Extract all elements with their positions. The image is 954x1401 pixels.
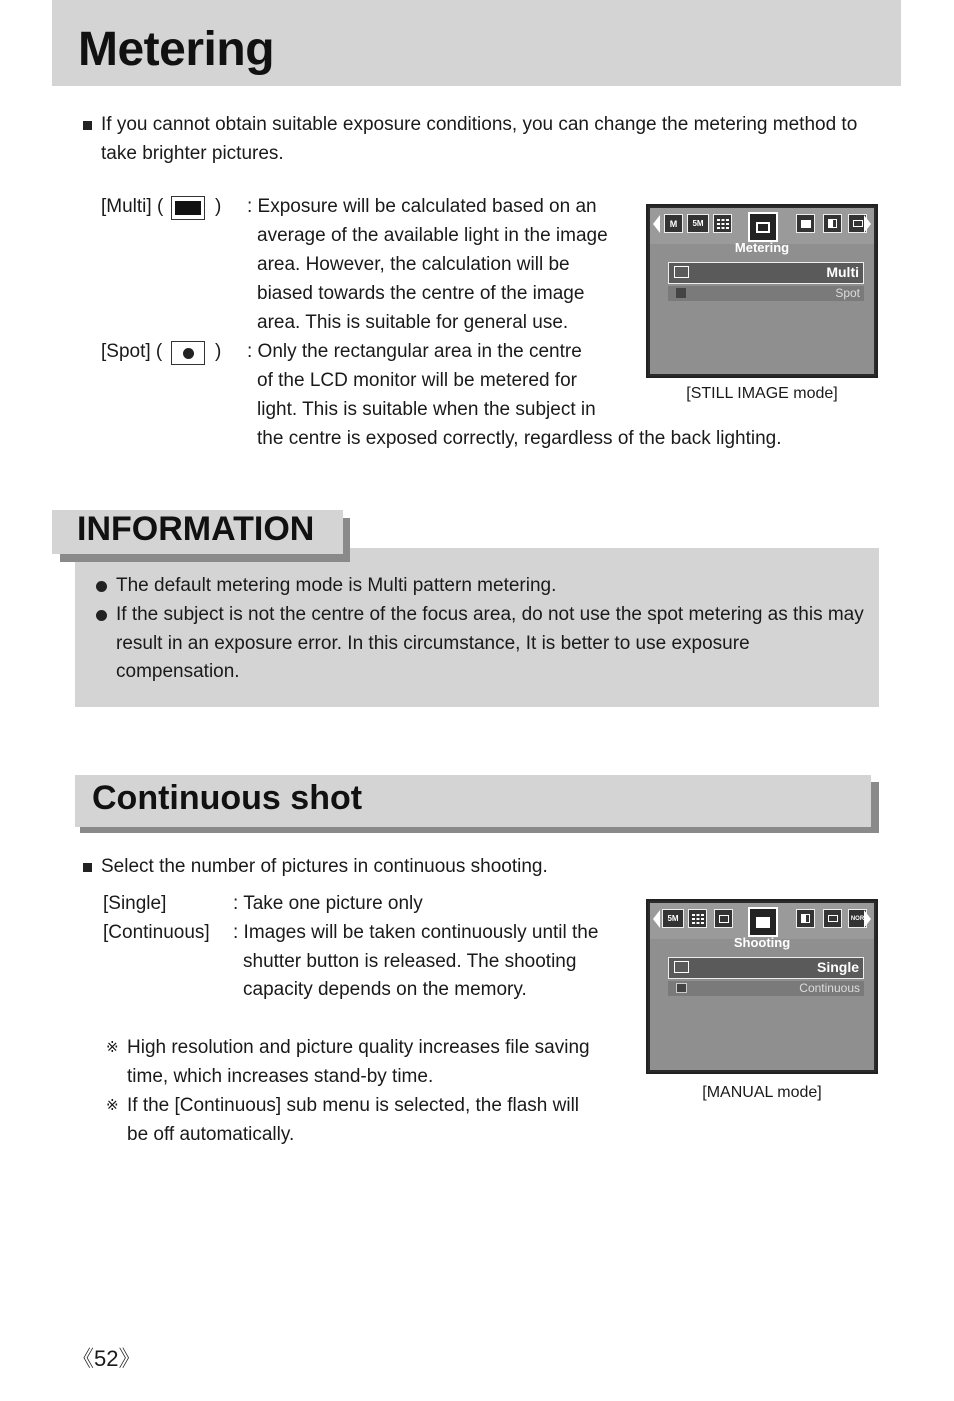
continuous-desc-2: shutter button is released. The shooting bbox=[243, 951, 577, 972]
shooting-screen-caption: [MANUAL mode] bbox=[702, 1084, 822, 1101]
note2-line1: If the [Continuous] sub menu is selected, the flash will bbox=[127, 1095, 580, 1116]
multi-metering-icon bbox=[171, 196, 205, 220]
effect-icon bbox=[823, 214, 842, 233]
bullet-dot-icon bbox=[96, 581, 107, 592]
effect-icon bbox=[796, 909, 815, 928]
spot-desc-1: : Only the rectangular area in the centre bbox=[247, 341, 582, 362]
metering-selected-icon bbox=[748, 212, 778, 242]
lcd-option-selected[interactable] bbox=[668, 262, 864, 284]
lcd-option[interactable] bbox=[668, 981, 864, 996]
multi-desc-3: area. However, the calculation will be bbox=[257, 254, 570, 275]
note1-line2: time, which increases stand-by time. bbox=[127, 1066, 434, 1087]
metering-screen-caption: [STILL IMAGE mode] bbox=[686, 385, 838, 402]
lcd-menu-label: Shooting bbox=[733, 935, 791, 950]
info-bullet-1: The default metering mode is Multi pattern metering. bbox=[116, 575, 557, 596]
bullet-square-icon bbox=[83, 121, 92, 130]
size-5m-icon: 5M bbox=[662, 909, 684, 928]
arrow-left-icon bbox=[653, 215, 660, 233]
white-balance-icon bbox=[796, 214, 815, 233]
arrow-right-icon bbox=[864, 910, 871, 928]
continuous-desc-3: capacity depends on the memory. bbox=[243, 979, 527, 1000]
note-mark-icon: ※ bbox=[106, 1097, 119, 1114]
bullet-square-icon bbox=[83, 863, 92, 872]
page-number: 《52》 bbox=[72, 1346, 141, 1371]
shooting-lcd-screen bbox=[646, 899, 878, 1074]
continuous-shot-icon bbox=[676, 983, 687, 993]
size-5m-icon: 5M bbox=[687, 214, 709, 233]
page-title: Metering bbox=[78, 23, 275, 76]
arrow-left-icon bbox=[653, 910, 660, 928]
spot-metering-icon bbox=[676, 288, 686, 298]
continuous-intro: Select the number of pictures in continuous shooting. bbox=[101, 856, 548, 877]
multi-desc-2: average of the available light in the image bbox=[257, 225, 608, 246]
metering-lcd-screen bbox=[646, 204, 878, 378]
quality-grid-icon bbox=[688, 909, 707, 928]
note2-line2: be off automatically. bbox=[127, 1124, 295, 1145]
multi-label-close: ) bbox=[215, 196, 222, 217]
single-desc: : Take one picture only bbox=[233, 893, 423, 914]
multi-desc-1: : Exposure will be calculated based on an bbox=[247, 196, 597, 217]
shooting-selected-icon bbox=[748, 907, 778, 937]
lcd-option-spot: Spot bbox=[835, 286, 860, 300]
information-title: INFORMATION bbox=[77, 510, 315, 548]
lcd-option-selected[interactable] bbox=[668, 957, 864, 979]
multi-label: [Multi] ( bbox=[101, 196, 164, 217]
spot-desc-4: the centre is exposed correctly, regardless of the back lighting. bbox=[257, 428, 782, 449]
multi-desc-5: area. This is suitable for general use. bbox=[257, 312, 569, 333]
lcd-option[interactable] bbox=[668, 286, 864, 301]
metering-intro-line2: take brighter pictures. bbox=[101, 143, 284, 164]
multi-metering-icon bbox=[674, 266, 689, 278]
continuous-desc-1: : Images will be taken continuously until the bbox=[233, 922, 599, 943]
info-bullet-2-line2: result in an exposure error. In this circumstance, It is better to use exposure bbox=[116, 633, 750, 654]
metering-intro-line1: If you cannot obtain suitable exposure conditions, you can change the metering method to bbox=[101, 114, 858, 135]
single-shot-icon bbox=[674, 961, 689, 973]
info-bullet-2-line1: If the subject is not the centre of the focus area, do not use the spot metering as this may bbox=[116, 604, 864, 625]
nor-icon: NOR bbox=[848, 909, 867, 928]
quality-grid-icon bbox=[713, 214, 732, 233]
continuous-title: Continuous shot bbox=[92, 779, 363, 817]
lcd-option-continuous: Continuous bbox=[799, 981, 860, 995]
spot-desc-3: light. This is suitable when the subject in bbox=[257, 399, 596, 420]
lcd-option-multi: Multi bbox=[826, 264, 859, 280]
mode-m-icon: M bbox=[664, 214, 683, 233]
note1-line1: High resolution and picture quality increases file saving bbox=[127, 1037, 590, 1058]
spot-label-close: ) bbox=[215, 341, 222, 362]
continuous-label: [Continuous] bbox=[103, 922, 210, 943]
spot-label: [Spot] ( bbox=[101, 341, 163, 362]
arrow-right-icon bbox=[864, 215, 871, 233]
sharpness-icon bbox=[823, 909, 842, 928]
spot-metering-icon bbox=[171, 341, 205, 365]
spot-desc-2: of the LCD monitor will be metered for bbox=[257, 370, 577, 391]
bullet-dot-icon bbox=[96, 610, 107, 621]
lcd-menu-label: Metering bbox=[734, 240, 790, 255]
metering-icon bbox=[714, 909, 733, 928]
lcd-option-single: Single bbox=[816, 959, 859, 975]
info-bullet-2-line3: compensation. bbox=[116, 661, 240, 682]
note-mark-icon: ※ bbox=[106, 1039, 119, 1056]
multi-desc-4: biased towards the centre of the image bbox=[257, 283, 585, 304]
single-label: [Single] bbox=[103, 893, 167, 914]
